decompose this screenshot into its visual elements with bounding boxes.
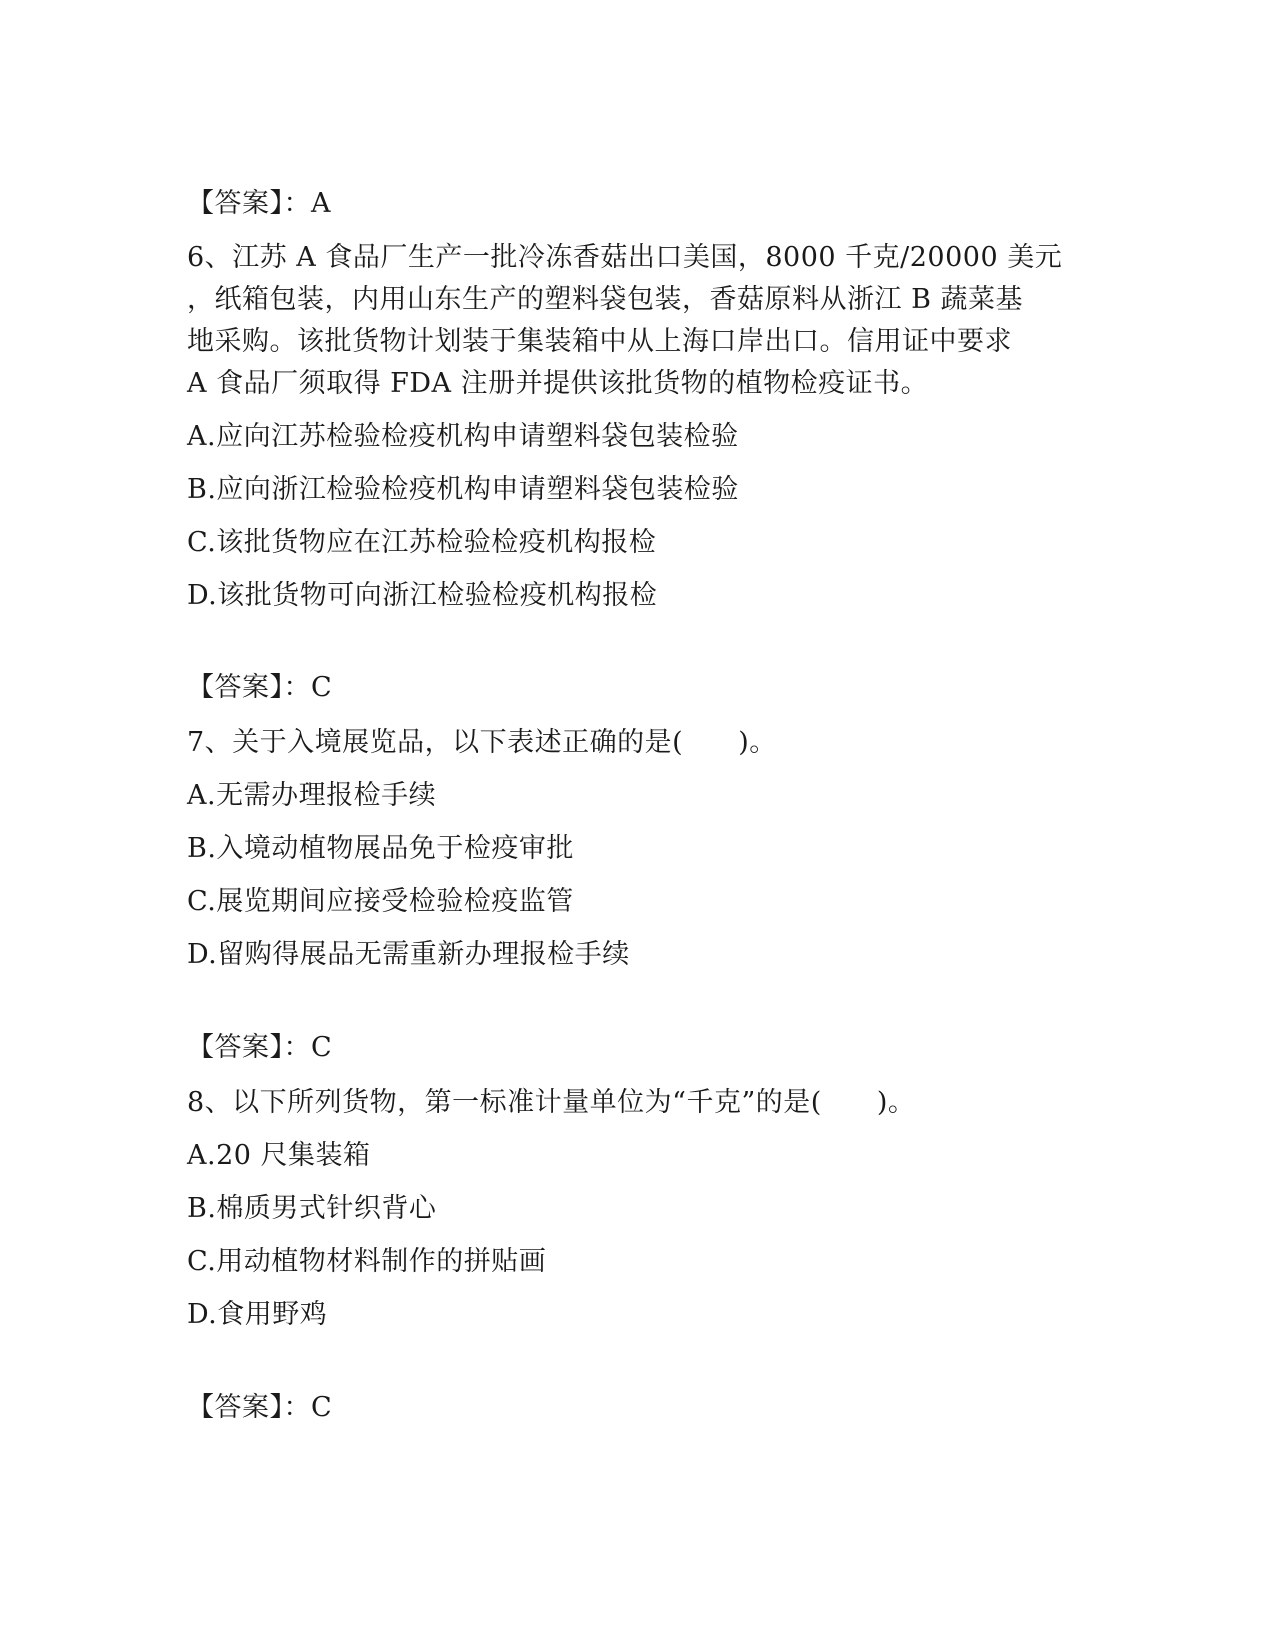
option-c: C.展览期间应接受检验检疫监管 <box>187 886 574 917</box>
answer-label: 【答案】：C <box>187 1032 333 1063</box>
question-stem-line: A 食品厂须取得 FDA 注册并提供该批货物的植物检疫证书。 <box>187 368 929 399</box>
question-stem-line: 地采购。该批货物计划装于集装箱中从上海口岸出口。信用证中要求 <box>187 326 1012 357</box>
option-b: B.入境动植物展品免于检疫审批 <box>187 833 574 864</box>
option-b: B.应向浙江检验检疫机构申请塑料袋包装检验 <box>187 474 739 505</box>
question-stem-line: ，纸箱包装，内用山东生产的塑料袋包装，香菇原料从浙江 B 蔬菜基 <box>187 284 1024 315</box>
answer-label: 【答案】：C <box>187 1392 333 1423</box>
option-c: C.用动植物材料制作的拼贴画 <box>187 1246 547 1277</box>
option-c: C.该批货物应在江苏检验检疫机构报检 <box>187 527 657 558</box>
option-b: B.棉质男式针织背心 <box>187 1193 437 1224</box>
option-d: D.该批货物可向浙江检验检疫机构报检 <box>187 580 658 611</box>
option-a: A.应向江苏检验检疫机构申请塑料袋包装检验 <box>187 421 739 452</box>
option-a: A.无需办理报检手续 <box>187 780 437 811</box>
question-stem-line: 6、江苏 A 食品厂生产一批冷冻香菇出口美国，8000 千克/20000 美元 <box>187 242 1063 273</box>
answer-label: 【答案】：C <box>187 672 333 703</box>
option-d: D.留购得展品无需重新办理报检手续 <box>187 939 630 970</box>
answer-label: 【答案】：A <box>187 188 331 219</box>
option-a: A.20 尺集装箱 <box>187 1140 371 1171</box>
option-d: D.食用野鸡 <box>187 1299 328 1330</box>
question-stem-line: 7、关于入境展览品，以下表述正确的是( )。 <box>187 727 777 758</box>
question-stem-line: 8、以下所列货物，第一标准计量单位为“千克”的是( )。 <box>187 1087 916 1118</box>
